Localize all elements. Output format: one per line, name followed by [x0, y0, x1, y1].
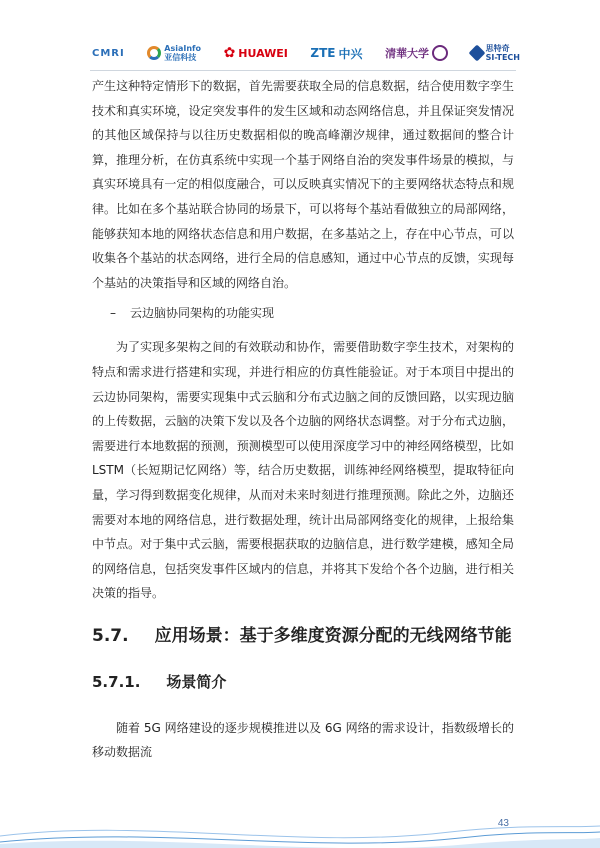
asiainfo-logo: [147, 44, 201, 62]
asiainfo-logo-en: AsiaInfo: [164, 44, 202, 53]
tsinghua-logo-text: 清華大学: [385, 47, 430, 60]
bullet-dash: –: [110, 306, 116, 321]
page-number: 43: [497, 818, 509, 829]
section-heading: [92, 624, 514, 648]
bullet-text: 云边脑协同架构的功能实现: [130, 306, 275, 321]
huawei-logo: [224, 45, 288, 61]
cmri-logo: [92, 48, 125, 59]
asiainfo-logo-cn: 亚信科技: [164, 53, 197, 62]
zte-logo: [310, 45, 362, 62]
bullet-item: [92, 301, 514, 325]
zte-logo-cn: 中兴: [338, 46, 363, 61]
huawei-flower-icon: ✿: [223, 45, 236, 61]
subsection-heading: [92, 670, 514, 694]
subsection-number: 5.7.1.: [92, 672, 141, 691]
section-title: 应用场景：基于多维度资源分配的无线网络节能: [154, 625, 512, 646]
section-number: 5.7.: [92, 625, 129, 646]
subsection-title: 场景简介: [166, 672, 227, 691]
huawei-logo-text: HUAWEI: [238, 46, 288, 60]
paragraph-3: 随着 5G 网络建设的逐步规模推进以及 6G 网络的需求设计，指数级增长的移动数据流: [92, 720, 514, 760]
zte-logo-en: ZTE: [310, 46, 336, 60]
page-content: [92, 74, 514, 765]
sitech-logo: [471, 44, 520, 62]
paragraph-1: 产生这种特定情形下的数据，首先需要获取全局的信息数据，结合使用数字孪生技术和真实环境，设定突发事件的发生区域和动态网络信息，并且保证突发情况的其他区域保持与以往历史数据相似的晚高峰潮汐规律，通过数据间的整合计算，推理分析，在仿真系统中实现一个基于网络自治的突发事件场景的模拟，与真实环境具有一定的相似度融合，可以反映真实情况下的主要网络状态特点和规律。比如在多个基站联合协同的场景下，可以将每个基站看做独立的局部网络，能够获知本地的网络状态信息和用户数据，在多基站之上，存在中心节点，可以收集各个基站的状态网络，进行全局的信息感知，通过中心节点的反馈，实现每个基站的决策指导和区域的网络自治。: [92, 79, 514, 290]
asiainfo-ring-icon: [147, 46, 161, 60]
tsinghua-logo: [385, 45, 448, 61]
footer-wave-decoration: [0, 778, 600, 848]
sitech-logo-cn: 思特奇: [485, 44, 510, 53]
partner-logo-bar: [92, 40, 520, 66]
header-divider: [90, 70, 516, 71]
tsinghua-seal-icon: [432, 45, 448, 61]
sitech-mark-icon: [468, 45, 485, 62]
sitech-logo-en: SI-TECH: [485, 53, 520, 62]
cmri-logo-text: CMRI: [92, 47, 125, 59]
paragraph-2: 为了实现多架构之间的有效联动和协作，需要借助数字孪生技术，对架构的特点和需求进行搭建和实现，并进行相应的仿真性能验证。对于本项目中提出的云边协同架构，需要实现集中式云脑和分布式边脑之间的反馈回路，以实现边脑的上传数据，云脑的决策下发以及各个边脑的网络状态调整。对于分布式边脑，需要进行本地数据的预测，预测模型可以使用深度学习中的神经网络模型，比如 LSTM（长短期记忆网络）等，结合历史数据，训练神经网络模型，提取特征向量，学习得到数据变化规律，从而对未来时刻进行推理预测。除此之外，边脑还需要对本地的网络信息，进行数据处理，统计出局部网络变化的规律，上报给集中节点。对于集中式云脑，需要根据获取的边脑信息，进行数学建模，感知全局的网络信息，包括突发事件区域内的信息，并将其下发给个各个边脑，进行相关决策的指导。: [92, 340, 514, 601]
